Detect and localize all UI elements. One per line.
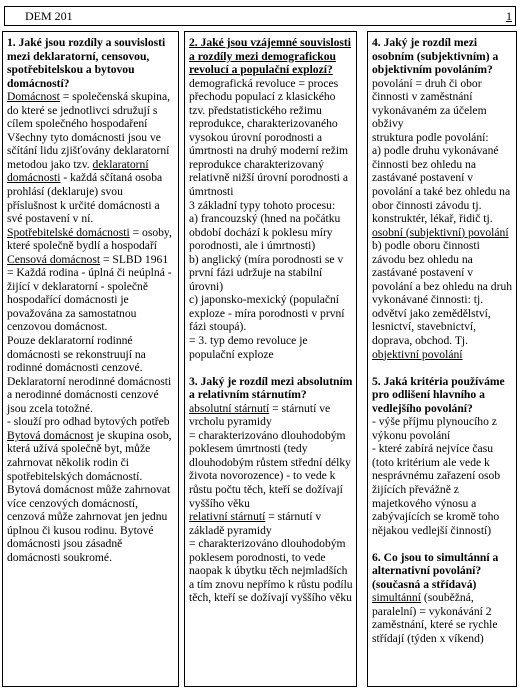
column-1 xyxy=(2,31,179,687)
text-censova: = SLBD 1961 = Každá rodina - úplná či neúplná - žijící v deklaratorní - společně hospodařící domácnosti je považována za samostatnou cenzovou domácnost. xyxy=(7,252,172,334)
term-relativni: relativní stárnutí xyxy=(189,510,266,524)
paragraph-bytova xyxy=(7,429,175,483)
paragraph-absolutni xyxy=(189,402,353,429)
term-censova: Censová domácnost xyxy=(7,252,101,266)
page-header xyxy=(4,6,516,26)
text-relativni: = stárnutí v základě pyramidy xyxy=(189,510,322,537)
paragraph-objektivni xyxy=(372,239,513,361)
text-deklaratorni: - každá sčítaná osoba prohlásí (deklaruje) svou příslušnost k určité domácnosti a své postavení v ní. xyxy=(7,171,163,226)
question-3-title: 3. Jaký je rozdíl mezi absolutním a relativním stárnutím? xyxy=(189,374,353,402)
paragraph-francouzsky: a) francouzský (hned na počátku období dochází k poklesu míry porodnosti, ale i úmrtnosti) xyxy=(189,212,341,253)
page-number: 1 xyxy=(506,9,512,23)
term-deklaratorni: deklaratorní domácnosti xyxy=(7,157,149,185)
paragraph-odhad: - slouží pro odhad bytových potřeb xyxy=(7,415,170,429)
paragraph-struktura: struktura podle povolání: xyxy=(372,130,489,144)
text-objektivni: b) podle oboru činnosti závodu bez ohledu na zastávané postavení v povolání a bez ohledu na druh vykonávané činnosti: tj. odvětví jako zemědělství, lesnictví, stavebnictví, doprava, obchod. Tj. xyxy=(372,239,513,348)
paragraph-spotrebitelske xyxy=(7,226,175,253)
term-absolutni: absolutní stárnutí xyxy=(189,401,270,415)
term-objektivni: objektivní povolání xyxy=(372,347,463,361)
paragraph-bytova-cenzova: Bytová domácnost může zahrnovat více cenzových domácností, cenzová může zahrnovat jen jednu úplnou či kusou rodinu. Bytové domácnosti jsou zásadně domácnosti soukromé. xyxy=(7,483,171,564)
text-domacnost: = společenská skupina, do které se jednotlivci sdružují s cílem společného hospodaření xyxy=(7,90,171,131)
paragraph-exploze: = 3. typ demo revoluce je populační exploze xyxy=(189,334,308,361)
paragraph-relativni-detail: = charakterizováno dlouhodobým poklesem porodnosti, to vede naopak k úbytku těch nejmladších a tím znovu nepřímo k růstu podílu těch, kteří se dožívají vyššího věku xyxy=(189,537,353,605)
paragraph-japonsko: c) japonsko-mexický (populační exploze - míra porodnosti v první fázi stoupá). xyxy=(189,293,345,334)
paragraph-domacnost xyxy=(7,90,175,131)
term-spotrebitelske: Spotřebitelské domácnosti xyxy=(7,225,130,239)
question-2-title: 2. Jaké jsou vzájemné souvislosti a rozdíly mezi demografickou revolucí a populační explozí? xyxy=(189,36,351,77)
course-code: DEM 201 xyxy=(25,9,73,23)
text-simultanni: (souběžná, paralelní) = vykonávání 2 zaměstnání, které se rychle střídají (týden x víkend) xyxy=(372,591,498,645)
paragraph-dem-revoluce: demografická revoluce = proces přechodu populací z klasického tzv. předstatistického režimu reprodukce, charakterizovaného vysokou úrovní porodnosti a úmrtnosti na druhý moderní režim reprodukce charakterizovaný relativně nižší úrovní porodnosti a úmrtnosti xyxy=(189,76,349,199)
paragraph-deklaratorni xyxy=(7,131,175,226)
paragraph-anglicky: b) anglický (míra porodnosti se v první fázi udržuje na stabilní úrovni) xyxy=(189,252,344,293)
question-1-title: 1. Jaké jsou rozdíly a souvislosti mezi deklaratorní, censovou, spotřebitelskou a bytovou domácností? xyxy=(7,36,166,90)
term-simultanni: simultánní xyxy=(372,591,421,605)
paragraph-rekonstrukce: Pouze deklaratorní rodinné domácnosti se rekonstruují na rodinné domácnosti cenzové. xyxy=(7,334,146,375)
paragraph-censova xyxy=(7,253,175,334)
question-6-title: 6. Co jsou to simultánní a alternativní povolání? (současná a střídavá) xyxy=(372,550,499,591)
text-osobni: a) podle druhu vykonávané činnosti bez ohledu na zastávané postavení v povolání a také bez ohledu na obor činnosti závodu tj. konstruktér, lékař, řidič tj. xyxy=(372,144,511,226)
paragraph-simultanni xyxy=(372,591,513,645)
spacer xyxy=(189,361,353,375)
column-3 xyxy=(367,31,517,687)
paragraph-absolutni-detail: = charakterizováno dlouhodobým poklesem úmrtnosti (tedy dlouhodobým růstem střední délky života novorozence) - to vede k růstu počtu těch, kteří se dožívají vyššího věku xyxy=(189,428,351,510)
paragraph-cas: - které zabírá nejvíce času (toto kritérium ale vede k nesprávnému zařazení osob žijících převážně z majetkového výnosu a zabývajících se kromě toho nějakou vedlejší činností) xyxy=(372,442,501,537)
term-bytova: Bytová domácnost xyxy=(7,428,94,442)
text-spotrebitelske: = osoby, které společně bydlí a hospodaří xyxy=(7,225,172,253)
spacer xyxy=(372,361,513,375)
spacer xyxy=(372,537,513,551)
paragraph-relativni xyxy=(189,510,353,537)
text-absolutni: = stárnutí ve vrcholu pyramidy xyxy=(189,401,331,429)
term-domacnost: Domácnost xyxy=(7,90,60,104)
text-deklaratorni-intro: Všechny tyto domácnosti jsou ve sčítání lidu zjišťovány deklaratorní metodou jako tzv. xyxy=(7,130,170,171)
paragraph-nerodinne: Deklaratorní nerodinné domácnosti a nerodinné domácnosti cenzové jsou zcela totožné. xyxy=(7,374,172,415)
paragraph-povolani: povolání = druh či obor činnosti v zaměstnání vykonávaném za účelem obživy xyxy=(372,76,487,131)
paragraph-osobni xyxy=(372,144,513,239)
term-osobni: osobní (subjektivní) povolání xyxy=(372,225,509,239)
question-5-title: 5. Jaká kritéria používáme pro odlišení hlavního a vedlejšího povolání? xyxy=(372,374,505,415)
question-4-title: 4. Jaký je rozdíl mezi osobním (subjektivním) a objektivním povoláním? xyxy=(372,36,499,77)
paragraph-typy: 3 základní typy tohoto procesu: xyxy=(189,198,336,212)
column-2 xyxy=(184,31,357,687)
paragraph-prijem: - výše příjmu plynoucího z výkonu povolání xyxy=(372,415,497,442)
text-bytova: je skupina osob, která užívá společně byt, může zahrnovat několik rodin či spotřebitelských domácností. xyxy=(7,428,172,483)
